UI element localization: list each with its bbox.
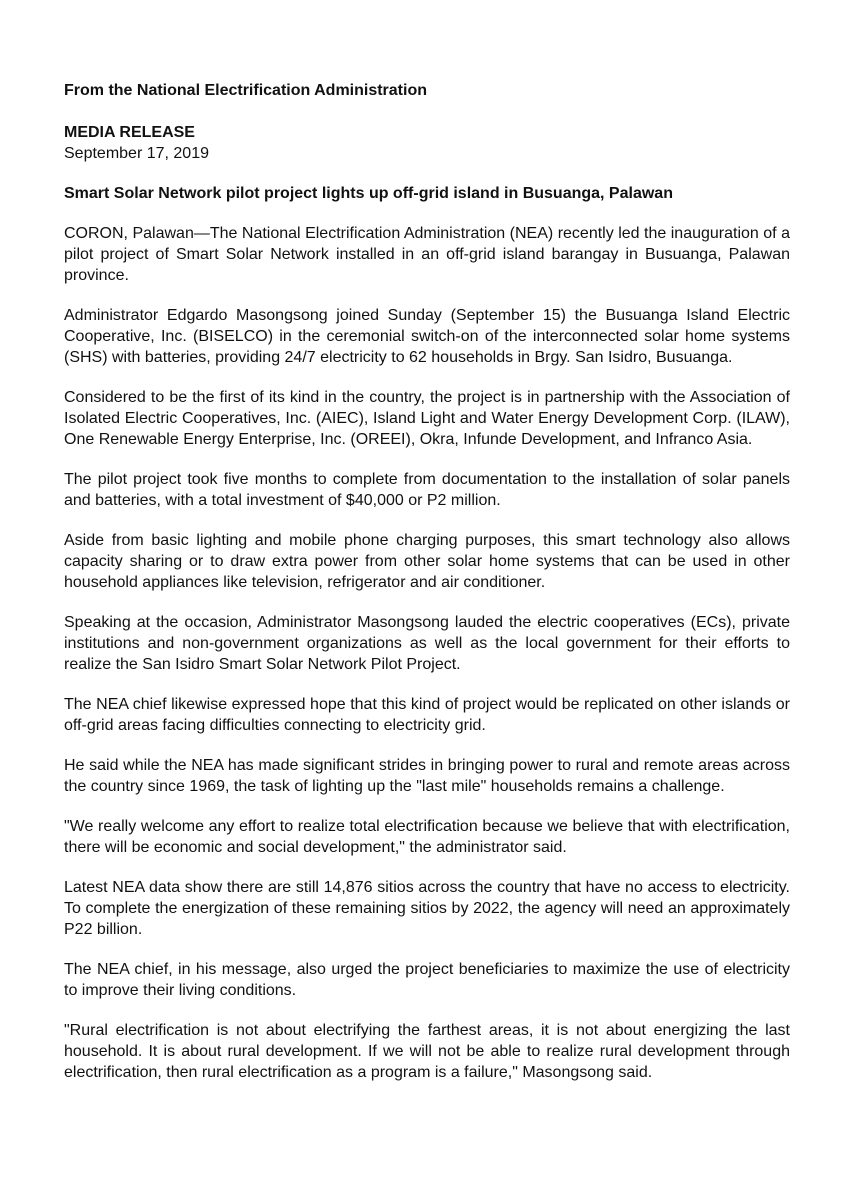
release-date: September 17, 2019 xyxy=(64,145,209,162)
headline: Smart Solar Network pilot project lights up off-grid island in Busuanga, Palawan xyxy=(64,185,673,202)
paragraph-3: Considered to be the first of its kind in the country, the project is in partnership with the Association of Isolated Electric Cooperatives, Inc. (AIEC), Island Light and Water Energy Development Corp. (ILAW), One Renewable Energy Enterprise, Inc. (OREEI), Okra, Infunde Development, and Infranco Asia. xyxy=(64,389,790,448)
paragraph-10: Latest NEA data show there are still 14,876 sitios across the country that have no access to electricity. To complete the energization of these remaining sitios by 2022, the agency will need an approximately P22 billion. xyxy=(64,879,790,938)
paragraph-12: "Rural electrification is not about electrifying the farthest areas, it is not about energizing the last household. It is about rural development. If we will not be able to realize rural development through electrification, then rural electrification as a program is a failure," Masongsong said. xyxy=(64,1022,790,1081)
release-label: MEDIA RELEASE xyxy=(64,124,195,141)
paragraph-9: "We really welcome any effort to realize total electrification because we believe that with electrification, there will be economic and social development," the administrator said. xyxy=(64,818,790,856)
paragraph-6: Speaking at the occasion, Administrator Masongsong lauded the electric cooperatives (ECs), private institutions and non-government organizations as well as the local government for their efforts to realize the San Isidro Smart Solar Network Pilot Project. xyxy=(64,614,790,673)
media-release-document xyxy=(64,80,790,1102)
issuing-agency: From the National Electrification Administration xyxy=(64,82,427,99)
paragraph-1: CORON, Palawan—The National Electrification Administration (NEA) recently led the inauguration of a pilot project of Smart Solar Network installed in an off-grid island barangay in Busuanga, Palawan province. xyxy=(64,225,790,284)
paragraph-7: The NEA chief likewise expressed hope that this kind of project would be replicated on other islands or off-grid areas facing difficulties connecting to electricity grid. xyxy=(64,696,790,734)
paragraph-8: He said while the NEA has made significant strides in bringing power to rural and remote areas across the country since 1969, the task of lighting up the "last mile" households remains a challenge. xyxy=(64,757,790,795)
paragraph-5: Aside from basic lighting and mobile phone charging purposes, this smart technology also allows capacity sharing or to draw extra power from other solar home systems that can be used in other household appliances like television, refrigerator and air conditioner. xyxy=(64,532,790,591)
paragraph-2: Administrator Edgardo Masongsong joined Sunday (September 15) the Busuanga Island Electric Cooperative, Inc. (BISELCO) in the ceremonial switch-on of the interconnected solar home systems (SHS) with batteries, providing 24/7 electricity to 62 households in Brgy. San Isidro, Busuanga. xyxy=(64,307,790,366)
paragraph-11: The NEA chief, in his message, also urged the project beneficiaries to maximize the use of electricity to improve their living conditions. xyxy=(64,961,790,999)
paragraph-4: The pilot project took five months to complete from documentation to the installation of solar panels and batteries, with a total investment of $40,000 or P2 million. xyxy=(64,471,790,509)
